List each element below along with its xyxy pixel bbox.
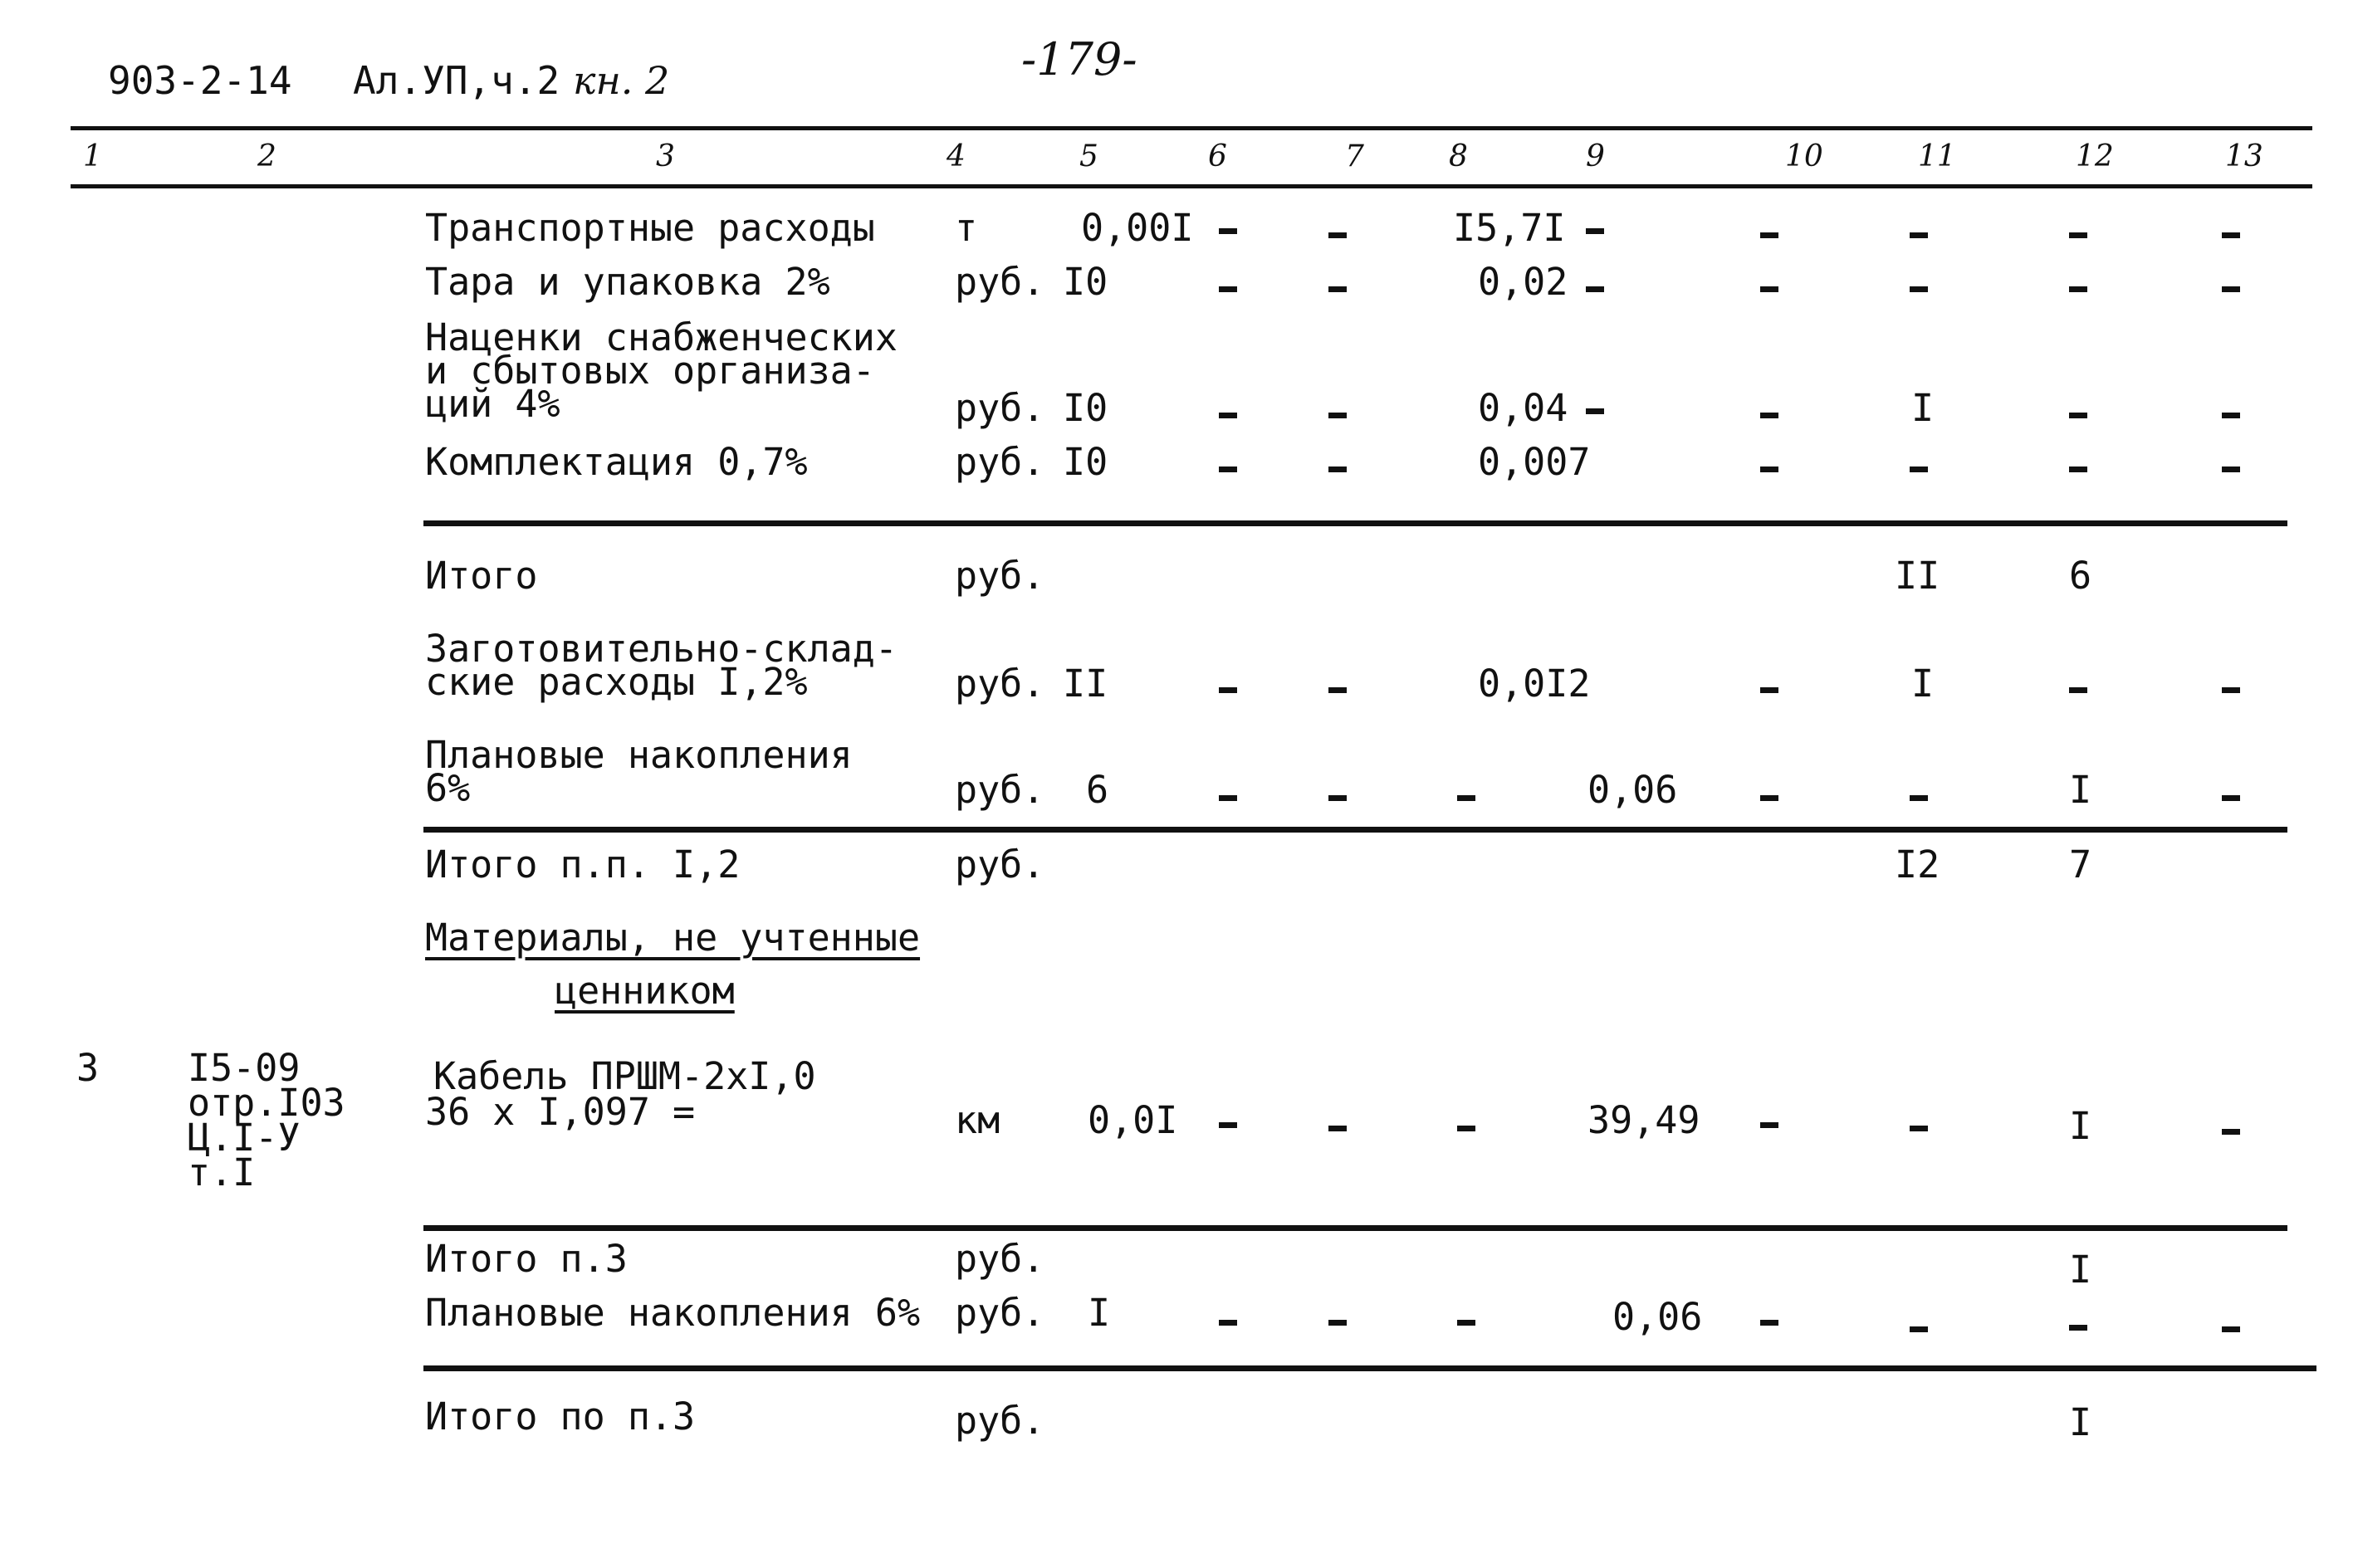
col-num-9: 9 <box>1586 139 1605 173</box>
price-ref: I5-09 <box>188 1046 301 1090</box>
header-top-rule <box>71 126 2312 130</box>
empty-cell <box>1760 795 1778 801</box>
row-unit: руб. <box>955 554 1045 598</box>
col-num-10: 10 <box>1785 139 1823 173</box>
row-name: Транспортные расходы <box>425 206 875 250</box>
empty-cell <box>1457 1320 1475 1326</box>
empty-cell <box>1760 286 1778 292</box>
empty-cell <box>2069 286 2087 292</box>
empty-cell <box>1457 1126 1475 1131</box>
empty-cell <box>1910 795 1928 801</box>
empty-cell <box>2069 1325 2087 1331</box>
empty-cell <box>1219 795 1237 801</box>
row-unit: руб. <box>955 1237 1045 1281</box>
item-total-rule <box>423 1225 2287 1231</box>
row-unit: руб. <box>955 386 1045 430</box>
doc-code: 903-2-14 <box>108 58 292 103</box>
empty-cell <box>2069 687 2087 693</box>
row-c11: I <box>1911 662 1935 706</box>
empty-cell <box>1760 413 1778 418</box>
col-num-2: 2 <box>257 139 276 173</box>
row-name: и сбытовых организа- <box>425 349 875 393</box>
empty-cell <box>1586 228 1604 234</box>
row-qty: I0 <box>1063 260 1108 304</box>
row-name: 6% <box>425 766 471 810</box>
row-c11: II <box>1895 554 1940 598</box>
empty-cell <box>1219 466 1237 472</box>
col-num-7: 7 <box>1345 139 1364 173</box>
row-unit: руб. <box>955 260 1045 304</box>
total-rule <box>423 520 2287 526</box>
col-num-4: 4 <box>947 139 966 173</box>
empty-cell <box>1328 1320 1347 1326</box>
empty-cell <box>1328 466 1347 472</box>
row-qty: II <box>1063 662 1108 706</box>
empty-cell <box>2222 1326 2240 1332</box>
row-c12: I <box>2069 1104 2092 1148</box>
empty-cell <box>1457 795 1475 801</box>
row-c9: 0,06 <box>1587 768 1678 812</box>
row-c8: I5,7I <box>1453 206 1566 250</box>
empty-cell <box>1219 286 1237 292</box>
col-num-5: 5 <box>1079 139 1098 173</box>
row-c12: I <box>2069 768 2092 812</box>
empty-cell <box>2222 232 2240 238</box>
row-c12: I <box>2069 1400 2092 1444</box>
book-ref: кн. 2 <box>573 58 670 103</box>
empty-cell <box>1328 232 1347 238</box>
empty-cell <box>2222 286 2240 292</box>
row-unit: руб. <box>955 768 1045 812</box>
col-num-1: 1 <box>83 139 102 173</box>
row-c8: 0,0I2 <box>1478 662 1591 706</box>
empty-cell <box>1910 232 1928 238</box>
empty-cell <box>1328 687 1347 693</box>
row-c11: I2 <box>1895 843 1940 887</box>
row-unit: км <box>955 1098 1000 1142</box>
empty-cell <box>1219 687 1237 693</box>
price-ref: отр.I03 <box>188 1081 345 1125</box>
empty-cell <box>1910 466 1928 472</box>
empty-cell <box>2222 466 2240 472</box>
row-name: Плановые накопления <box>425 733 853 777</box>
row-name: ские расходы I,2% <box>425 660 808 704</box>
empty-cell <box>1760 687 1778 693</box>
row-name: Кабель ПРШМ-2хI,0 <box>433 1054 816 1098</box>
row-unit: руб. <box>955 440 1045 484</box>
row-name: Наценки снабженческих <box>425 315 898 359</box>
row-qty: I0 <box>1063 440 1108 484</box>
empty-cell <box>2222 687 2240 693</box>
row-qty: 0,0I <box>1088 1098 1178 1142</box>
empty-cell <box>1586 286 1604 292</box>
empty-cell <box>2069 466 2087 472</box>
empty-cell <box>2069 413 2087 418</box>
row-name: Итого п.п. I,2 <box>425 843 741 887</box>
col-num-3: 3 <box>656 139 675 173</box>
album-ref: Ал.УП,ч.2 <box>353 58 560 103</box>
row-c8: 0,04 <box>1478 386 1568 430</box>
col-num-12: 12 <box>2076 139 2114 173</box>
row-qty: 6 <box>1086 768 1109 812</box>
empty-cell <box>1910 1126 1928 1131</box>
final-rule <box>423 1365 2316 1371</box>
page-number: -179- <box>1021 33 1137 85</box>
empty-cell <box>1910 1326 1928 1332</box>
row-name: Комплектация 0,7% <box>425 440 808 484</box>
empty-cell <box>1760 1320 1778 1326</box>
row-unit: руб. <box>955 662 1045 706</box>
row-c11: I <box>1911 386 1935 430</box>
col-num-13: 13 <box>2225 139 2263 173</box>
col-num-8: 8 <box>1449 139 1468 173</box>
section-heading: ценником <box>555 969 735 1013</box>
empty-cell <box>1328 1126 1347 1131</box>
row-c8: 0,02 <box>1478 260 1568 304</box>
subtotal-rule <box>423 827 2287 833</box>
section-heading: Материалы, не учтенные <box>425 916 921 960</box>
row-c9: 39,49 <box>1587 1098 1700 1142</box>
row-unit: т <box>955 206 978 250</box>
price-ref: т.I <box>188 1150 256 1194</box>
header-bottom-rule <box>71 184 2312 188</box>
row-name: Итого п.3 <box>425 1237 628 1281</box>
row-qty: I <box>1088 1291 1111 1335</box>
empty-cell <box>1760 466 1778 472</box>
row-name: Заготовительно-склад- <box>425 627 898 671</box>
row-c9: 0,06 <box>1612 1295 1703 1339</box>
empty-cell <box>1910 286 1928 292</box>
row-unit: руб. <box>955 843 1045 887</box>
row-number: 3 <box>76 1046 100 1090</box>
empty-cell <box>2222 795 2240 801</box>
row-qty: I0 <box>1063 386 1108 430</box>
row-name: Плановые накопления 6% <box>425 1291 921 1335</box>
row-name: 36 х I,097 = <box>425 1090 696 1134</box>
price-ref: Ц.I-У <box>188 1116 301 1160</box>
empty-cell <box>1219 228 1237 234</box>
row-name: ций 4% <box>425 382 560 426</box>
col-num-6: 6 <box>1208 139 1227 173</box>
row-c8: 0,007 <box>1478 440 1591 484</box>
col-num-11: 11 <box>1918 139 1956 173</box>
row-unit: руб. <box>955 1291 1045 1335</box>
row-name: Итого <box>425 554 538 598</box>
empty-cell <box>1219 413 1237 418</box>
row-c12: 7 <box>2069 843 2092 887</box>
row-name: Итого по п.3 <box>425 1395 696 1439</box>
row-name: Тара и упаковка 2% <box>425 260 830 304</box>
row-qty: 0,00I <box>1081 206 1194 250</box>
empty-cell <box>1328 413 1347 418</box>
empty-cell <box>2222 413 2240 418</box>
empty-cell <box>1760 1122 1778 1128</box>
empty-cell <box>1328 286 1347 292</box>
empty-cell <box>1328 795 1347 801</box>
empty-cell <box>1219 1320 1237 1326</box>
empty-cell <box>1760 232 1778 238</box>
empty-cell <box>2222 1129 2240 1135</box>
empty-cell <box>1586 408 1604 414</box>
row-unit: руб. <box>955 1399 1045 1443</box>
empty-cell <box>2069 232 2087 238</box>
row-c12: 6 <box>2069 554 2092 598</box>
empty-cell <box>1219 1122 1237 1128</box>
row-c12: I <box>2069 1248 2092 1292</box>
